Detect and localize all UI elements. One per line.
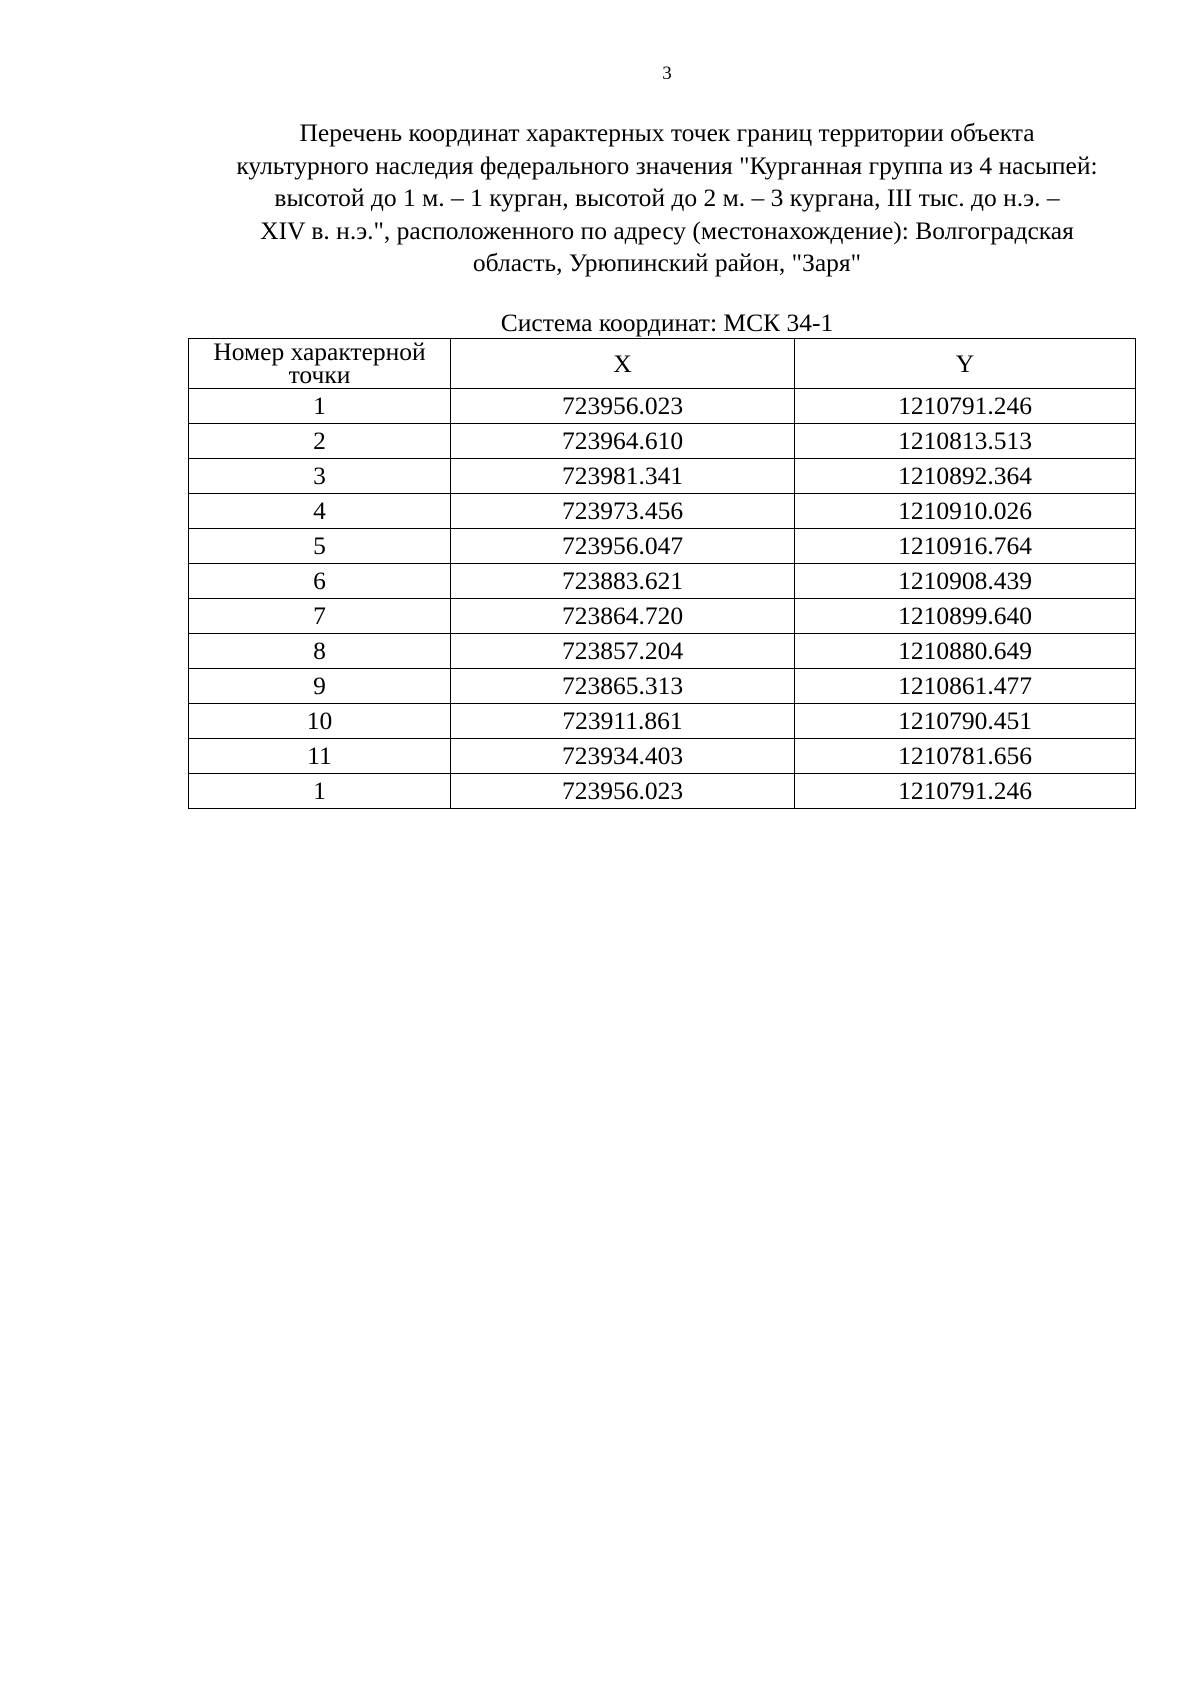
cell-y: 1210880.649	[795, 634, 1136, 669]
coordinates-table	[188, 338, 1136, 809]
table-row	[189, 424, 1136, 459]
cell-y: 1210781.656	[795, 739, 1136, 774]
header-point-number-line: точки	[288, 360, 351, 389]
title-line: XIV в. н.э.", расположенного по адресу (местонахождение): Волгоградская	[260, 215, 1074, 245]
table-row	[189, 459, 1136, 494]
table-row	[189, 529, 1136, 564]
cell-y: 1210791.246	[795, 774, 1136, 809]
table-row	[189, 739, 1136, 774]
cell-point: 6	[189, 564, 451, 599]
header-point-number	[189, 339, 451, 389]
cell-y: 1210790.451	[795, 704, 1136, 739]
cell-x: 723964.610	[451, 424, 795, 459]
cell-point: 11	[189, 739, 451, 774]
cell-point: 7	[189, 599, 451, 634]
cell-y: 1210899.640	[795, 599, 1136, 634]
cell-point: 2	[189, 424, 451, 459]
title-line: высотой до 1 м. – 1 курган, высотой до 2 м. – 3 кургана, III тыс. до н.э. –	[274, 183, 1060, 212]
document-title	[150, 117, 1184, 280]
cell-x: 723864.720	[451, 599, 795, 634]
cell-point: 5	[189, 529, 451, 564]
cell-x: 723981.341	[451, 459, 795, 494]
title-line: область, Урюпинский район, "Заря"	[472, 248, 862, 277]
cell-x: 723865.313	[451, 669, 795, 704]
cell-x: 723911.861	[451, 704, 795, 739]
page-number: 3	[662, 63, 672, 84]
header-y: Y	[795, 339, 1136, 389]
table-row	[189, 599, 1136, 634]
cell-y: 1210908.439	[795, 564, 1136, 599]
cell-y: 1210916.764	[795, 529, 1136, 564]
cell-point: 4	[189, 494, 451, 529]
table-row	[189, 669, 1136, 704]
cell-y: 1210813.513	[795, 424, 1136, 459]
cell-point: 9	[189, 669, 451, 704]
cell-x: 723973.456	[451, 494, 795, 529]
cell-y: 1210892.364	[795, 459, 1136, 494]
table-row	[189, 634, 1136, 669]
cell-point: 10	[189, 704, 451, 739]
title-line: Перечень координат характерных точек границ территории объекта	[299, 118, 1035, 147]
coordinate-system-caption: Система координат: МСК 34-1	[500, 308, 834, 337]
cell-x: 723956.047	[451, 529, 795, 564]
cell-x: 723934.403	[451, 739, 795, 774]
cell-x: 723956.023	[451, 389, 795, 424]
table-row	[189, 774, 1136, 809]
table-row	[189, 564, 1136, 599]
cell-x: 723956.023	[451, 774, 795, 809]
cell-y: 1210910.026	[795, 494, 1136, 529]
cell-x: 723883.621	[451, 564, 795, 599]
cell-y: 1210791.246	[795, 389, 1136, 424]
table-row	[189, 704, 1136, 739]
cell-point: 3	[189, 459, 451, 494]
header-x: X	[451, 339, 795, 389]
table-header-row	[189, 339, 1136, 389]
title-line: культурного наследия федерального значения "Курганная группа из 4 насыпей:	[236, 150, 1098, 180]
cell-point: 1	[189, 774, 451, 809]
header-point-number-line: Номер характерной	[213, 337, 426, 366]
cell-point: 8	[189, 634, 451, 669]
cell-y: 1210861.477	[795, 669, 1136, 704]
cell-x: 723857.204	[451, 634, 795, 669]
cell-point: 1	[189, 389, 451, 424]
table-row	[189, 494, 1136, 529]
table-row	[189, 389, 1136, 424]
